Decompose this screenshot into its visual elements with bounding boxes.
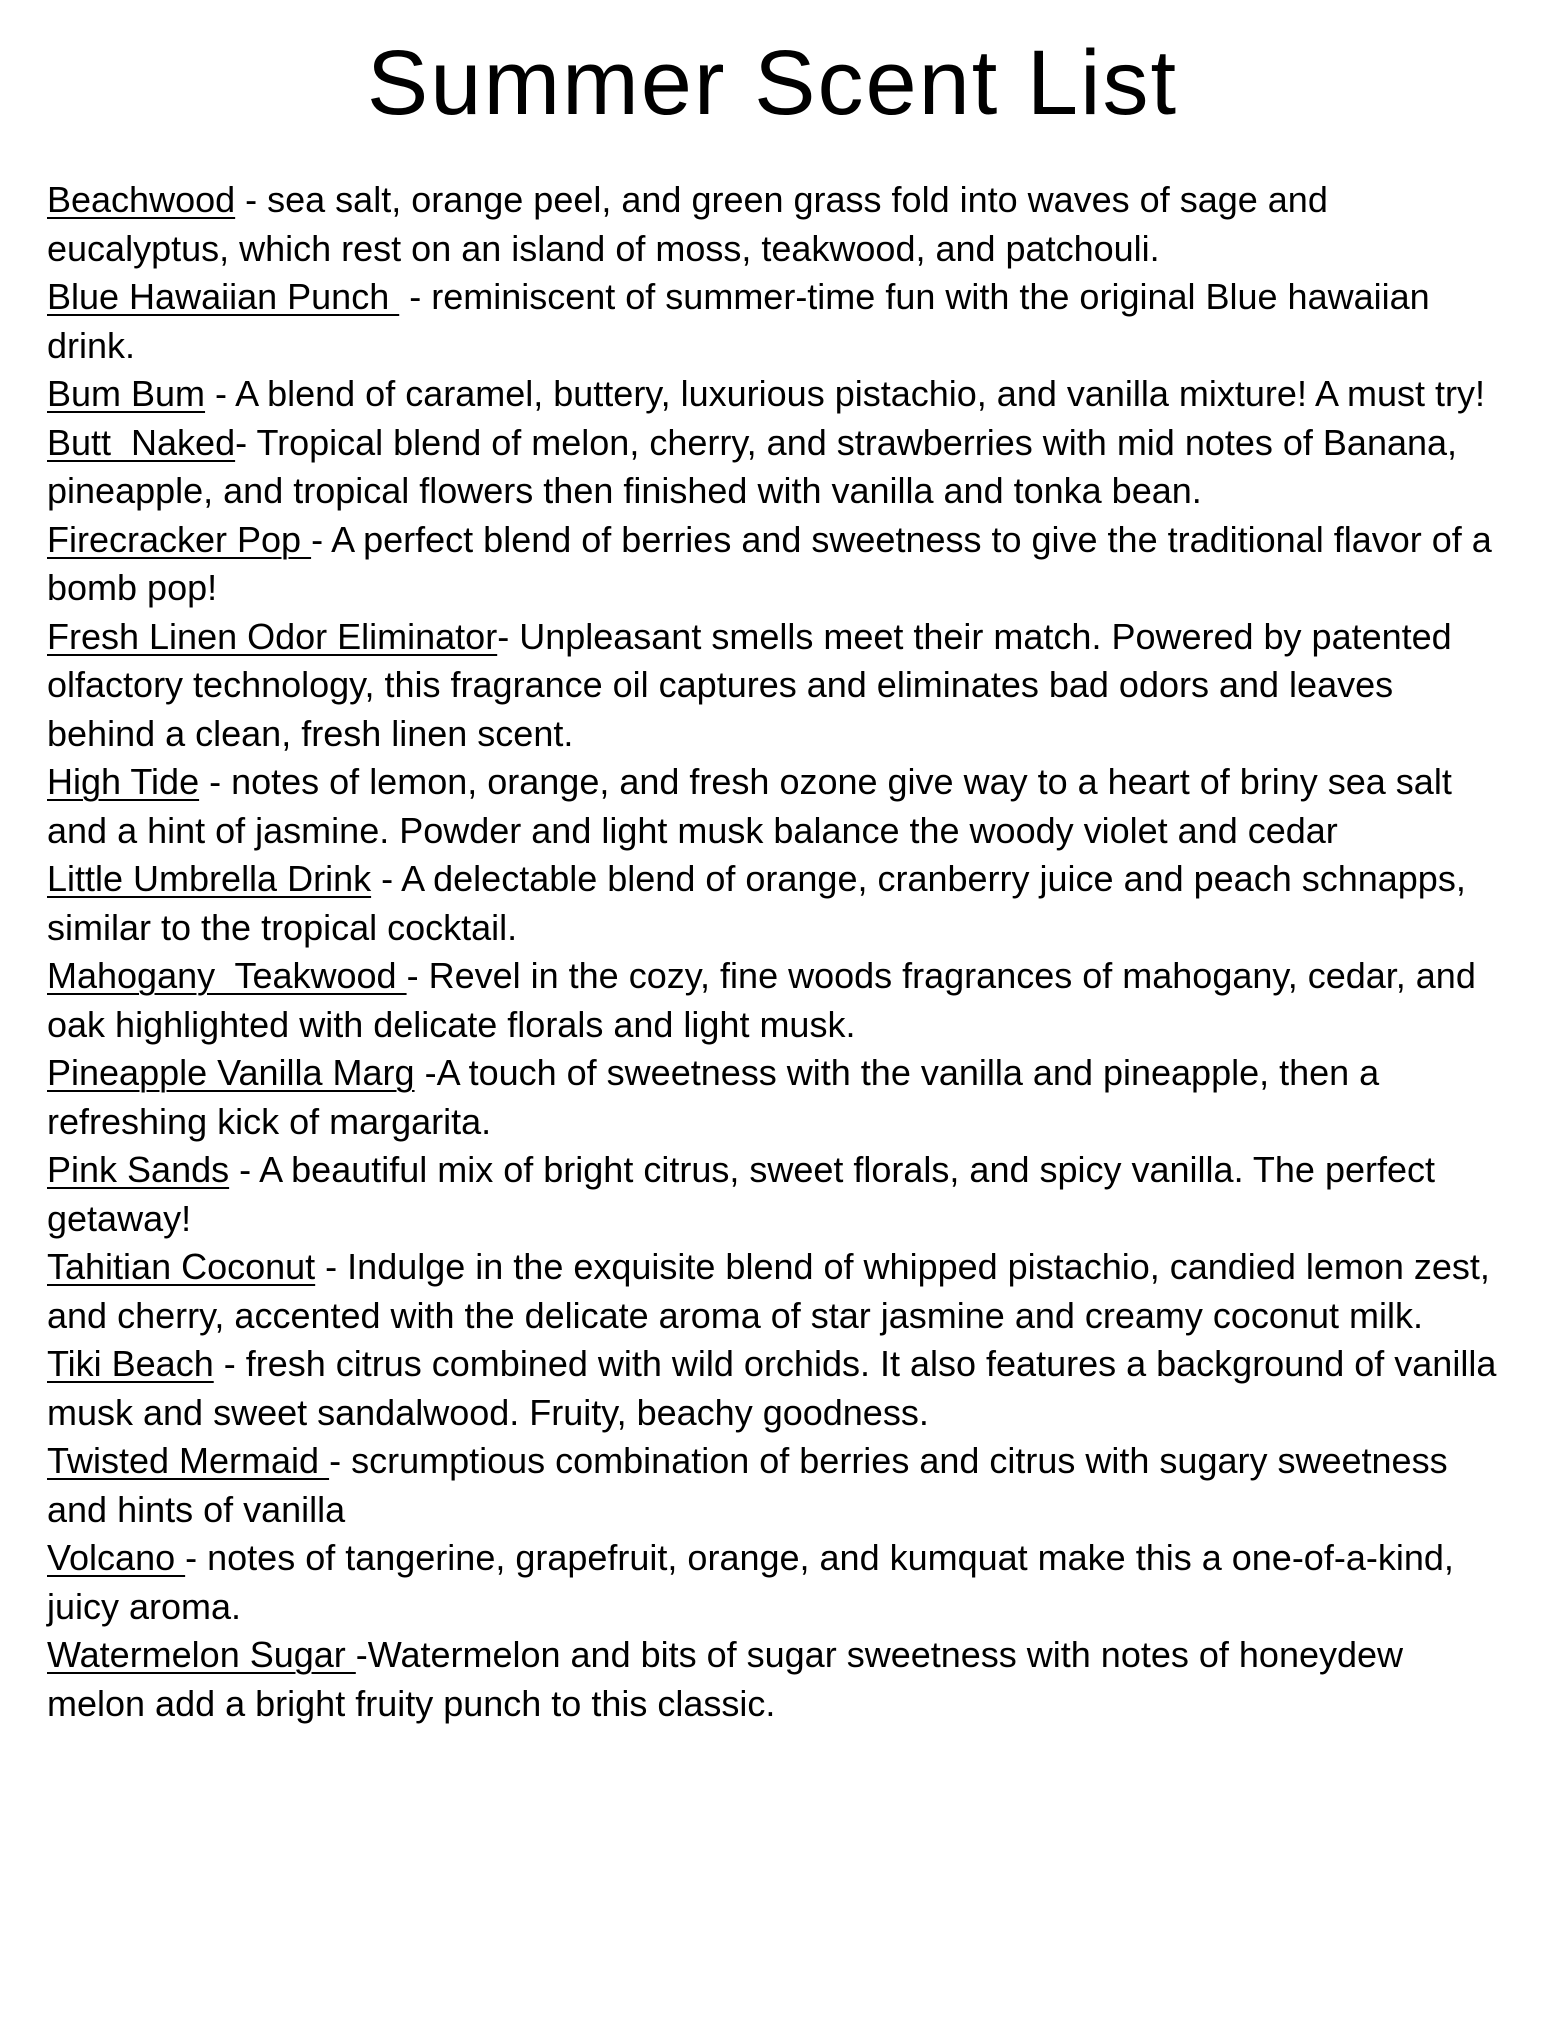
scent-description: notes of tangerine, grapefruit, orange, and kumquat make this a one-of-a-kind, juicy aroma. <box>47 1537 1464 1627</box>
scent-separator: - <box>311 518 332 560</box>
scent-item <box>47 273 1498 370</box>
scent-name: Blue Hawaiian Punch <box>47 276 400 317</box>
scent-name: Twisted Mermaid <box>47 1440 330 1481</box>
scent-description: Watermelon and bits of sugar sweetness with notes of honeydew melon add a bright fruity punch to this classic. <box>47 1634 1414 1724</box>
document-page <box>0 28 1545 2028</box>
scent-description: A blend of caramel, buttery, luxurious pistachio, and vanilla mixture! A must try! <box>235 373 1485 414</box>
scent-item <box>47 1146 1498 1243</box>
scent-description: Revel in the cozy, fine woods fragrances of mahogany, cedar, and oak highlighted with delicate florals and light musk. <box>47 955 1486 1045</box>
scent-list <box>47 176 1507 1728</box>
scent-item <box>47 370 1498 419</box>
scent-name: Mahogany Teakwood <box>47 955 407 996</box>
scent-item <box>47 516 1502 613</box>
scent-name: Firecracker Pop <box>47 518 312 560</box>
scent-name: Little Umbrella Drink <box>47 858 372 899</box>
scent-item <box>47 758 1498 855</box>
scent-name: High Tide <box>47 761 200 802</box>
scent-description: Indulge in the exquisite blend of whipped pistachio, candied lemon zest, and cherry, accented with the delicate aroma of star jasmine and creamy coconut milk. <box>47 1246 1500 1336</box>
scent-description: A perfect blend of berries and sweetness to give the traditional flavor of a bomb pop! <box>47 518 1502 608</box>
scent-description: Tropical blend of melon, cherry, and strawberries with mid notes of Banana, pineapple, and tropical flowers then finished with vanilla and tonka bean. <box>47 421 1468 511</box>
scent-separator: - <box>497 615 520 657</box>
scent-separator: - <box>406 955 429 996</box>
scent-separator: - <box>371 858 402 899</box>
scent-description: fresh citrus combined with wild orchids. It also features a background of vanilla musk and sweet sandalwood. Fruity, beachy goodness. <box>47 1343 1507 1433</box>
scent-item <box>47 1437 1498 1534</box>
scent-name: Watermelon Sugar <box>47 1634 356 1675</box>
scent-description: scrumptious combination of berries and citrus with sugary sweetness and hints of vanilla <box>47 1440 1458 1530</box>
scent-item <box>47 419 1498 516</box>
scent-name: Butt Naked <box>47 421 236 463</box>
scent-separator: - <box>235 421 257 463</box>
scent-name: Beachwood <box>47 179 236 220</box>
scent-separator: - <box>205 373 236 414</box>
scent-item <box>47 952 1498 1049</box>
scent-name: Tiki Beach <box>47 1343 214 1384</box>
scent-separator: - <box>414 1052 437 1093</box>
scent-item <box>47 855 1498 952</box>
scent-separator: - <box>185 1537 208 1578</box>
scent-description: sea salt, orange peel, and green grass fold into waves of sage and eucalyptus, which rest on an island of moss, teakwood, and patchouli. <box>47 179 1338 269</box>
scent-item <box>47 176 1498 273</box>
scent-description: A beautiful mix of bright citrus, sweet florals, and spicy vanilla. The perfect getaway! <box>47 1149 1446 1239</box>
scent-item <box>47 1049 1498 1146</box>
scent-separator: - <box>229 1149 260 1190</box>
scent-separator: - <box>355 1634 368 1675</box>
scent-separator: - <box>329 1440 352 1481</box>
scent-description: A delectable blend of orange, cranberry juice and peach schnapps, similar to the tropical cocktail. <box>47 858 1476 948</box>
page-title: Summer Scent List <box>366 32 1179 134</box>
scent-name: Volcano <box>47 1537 186 1578</box>
scent-item <box>47 613 1498 759</box>
scent-description: A touch of sweetness with the vanilla and pineapple, then a refreshing kick of margarita. <box>47 1052 1390 1142</box>
scent-item <box>47 1243 1498 1340</box>
scent-name: Tahitian Coconut <box>47 1246 316 1287</box>
scent-name: Pineapple Vanilla Marg <box>47 1052 415 1093</box>
scent-separator: - <box>199 761 232 802</box>
scent-item <box>47 1340 1507 1437</box>
scent-name: Pink Sands <box>47 1149 230 1190</box>
scent-item <box>47 1534 1498 1631</box>
scent-name: Fresh Linen Odor Eliminator <box>47 615 498 657</box>
scent-separator: - <box>399 276 432 317</box>
scent-description: notes of lemon, orange, and fresh ozone give way to a heart of briny sea salt and a hint of jasmine. Powder and light musk balance the woody violet and cedar <box>47 761 1462 851</box>
scent-description: reminiscent of summer-time fun with the original Blue hawaiian drink. <box>47 276 1440 366</box>
scent-description: Unpleasant smells meet their match. Powered by patented olfactory technology, this fragrance oil captures and eliminates bad odors and leaves behind a clean, fresh linen scent. <box>47 615 1462 754</box>
scent-separator: - <box>213 1343 246 1384</box>
scent-separator: - <box>315 1246 348 1287</box>
scent-name: Bum Bum <box>47 373 206 414</box>
scent-item <box>47 1631 1498 1728</box>
scent-separator: - <box>235 179 268 220</box>
